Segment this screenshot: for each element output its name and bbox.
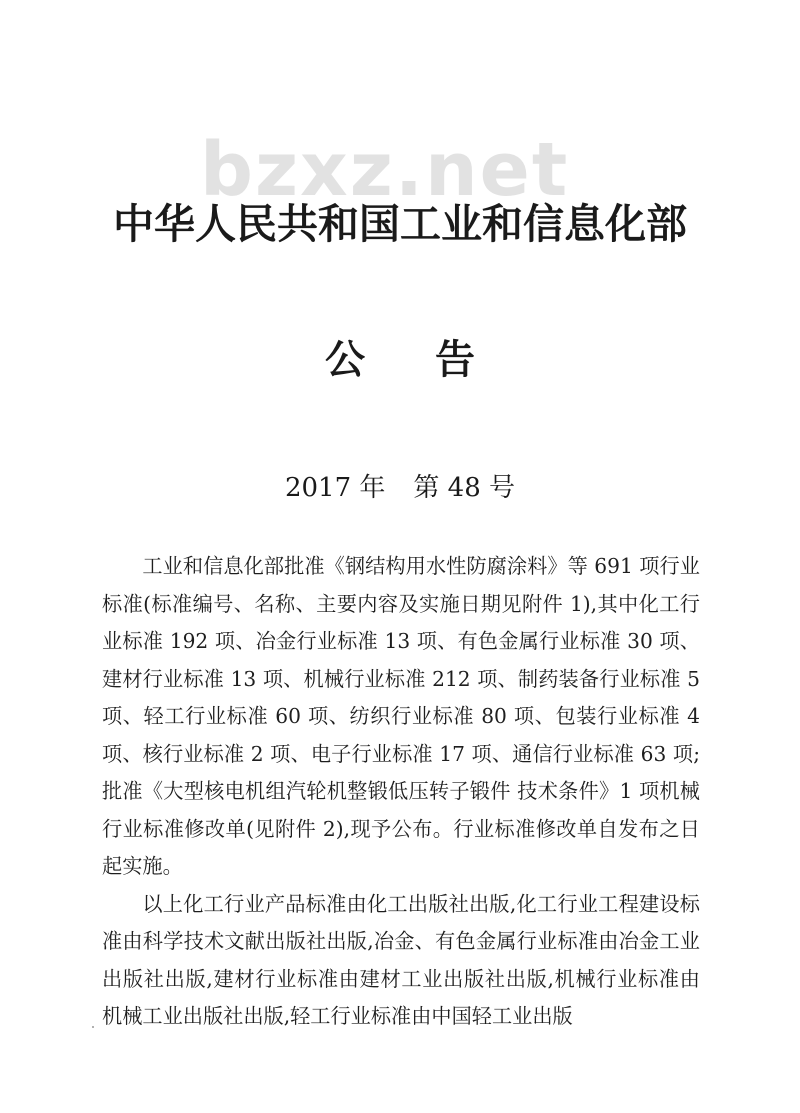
announcement-body — [102, 548, 700, 1036]
watermark-text: bzxz.net — [200, 127, 570, 213]
issue-line — [0, 468, 800, 508]
body-paragraph-1: 工业和信息化部批准《钢结构用水性防腐涂料》等 691 项行业标准(标准编号、名称、主要内容及实施日期见附件 1),其中化工行业标准 192 项、冶金行业标准 13 项、有色金属行业标准 30 项、建材行业标准 13 项、机械行业标准 212 项、制药装备行业标准 5 项、轻工行业标准 60 项、纺织行业标准 80 项、包装行业标准 4 项、核行业标准 2 项、电子行业标准 17 项、通信行业标准 63 项;批准《大型核电机组汽轮机整锻低压转子锻件 技术条件》1 项机械行业标准修改单(见附件 2),现予公布。行业标准修改单自发布之日起实施。 — [102, 554, 700, 878]
issue-year: 2017 年 — [284, 473, 386, 503]
body-paragraph-2: 以上化工行业产品标准由化工出版社出版,化工行业工程建设标准由科学技术文献出版社出版,冶金、有色金属行业标准由冶金工业出版社出版,建材行业标准由建材工业出版社出版,机械行业标准由机械工业出版社出版,轻工行业标准由中国轻工业出版 — [102, 891, 700, 1028]
scan-speck — [92, 1026, 94, 1028]
issue-number: 第 48 号 — [413, 473, 516, 503]
document-type-title: 公告 — [325, 336, 545, 383]
ministry-title: 中华人民共和国工业和信息化部 — [113, 200, 687, 248]
